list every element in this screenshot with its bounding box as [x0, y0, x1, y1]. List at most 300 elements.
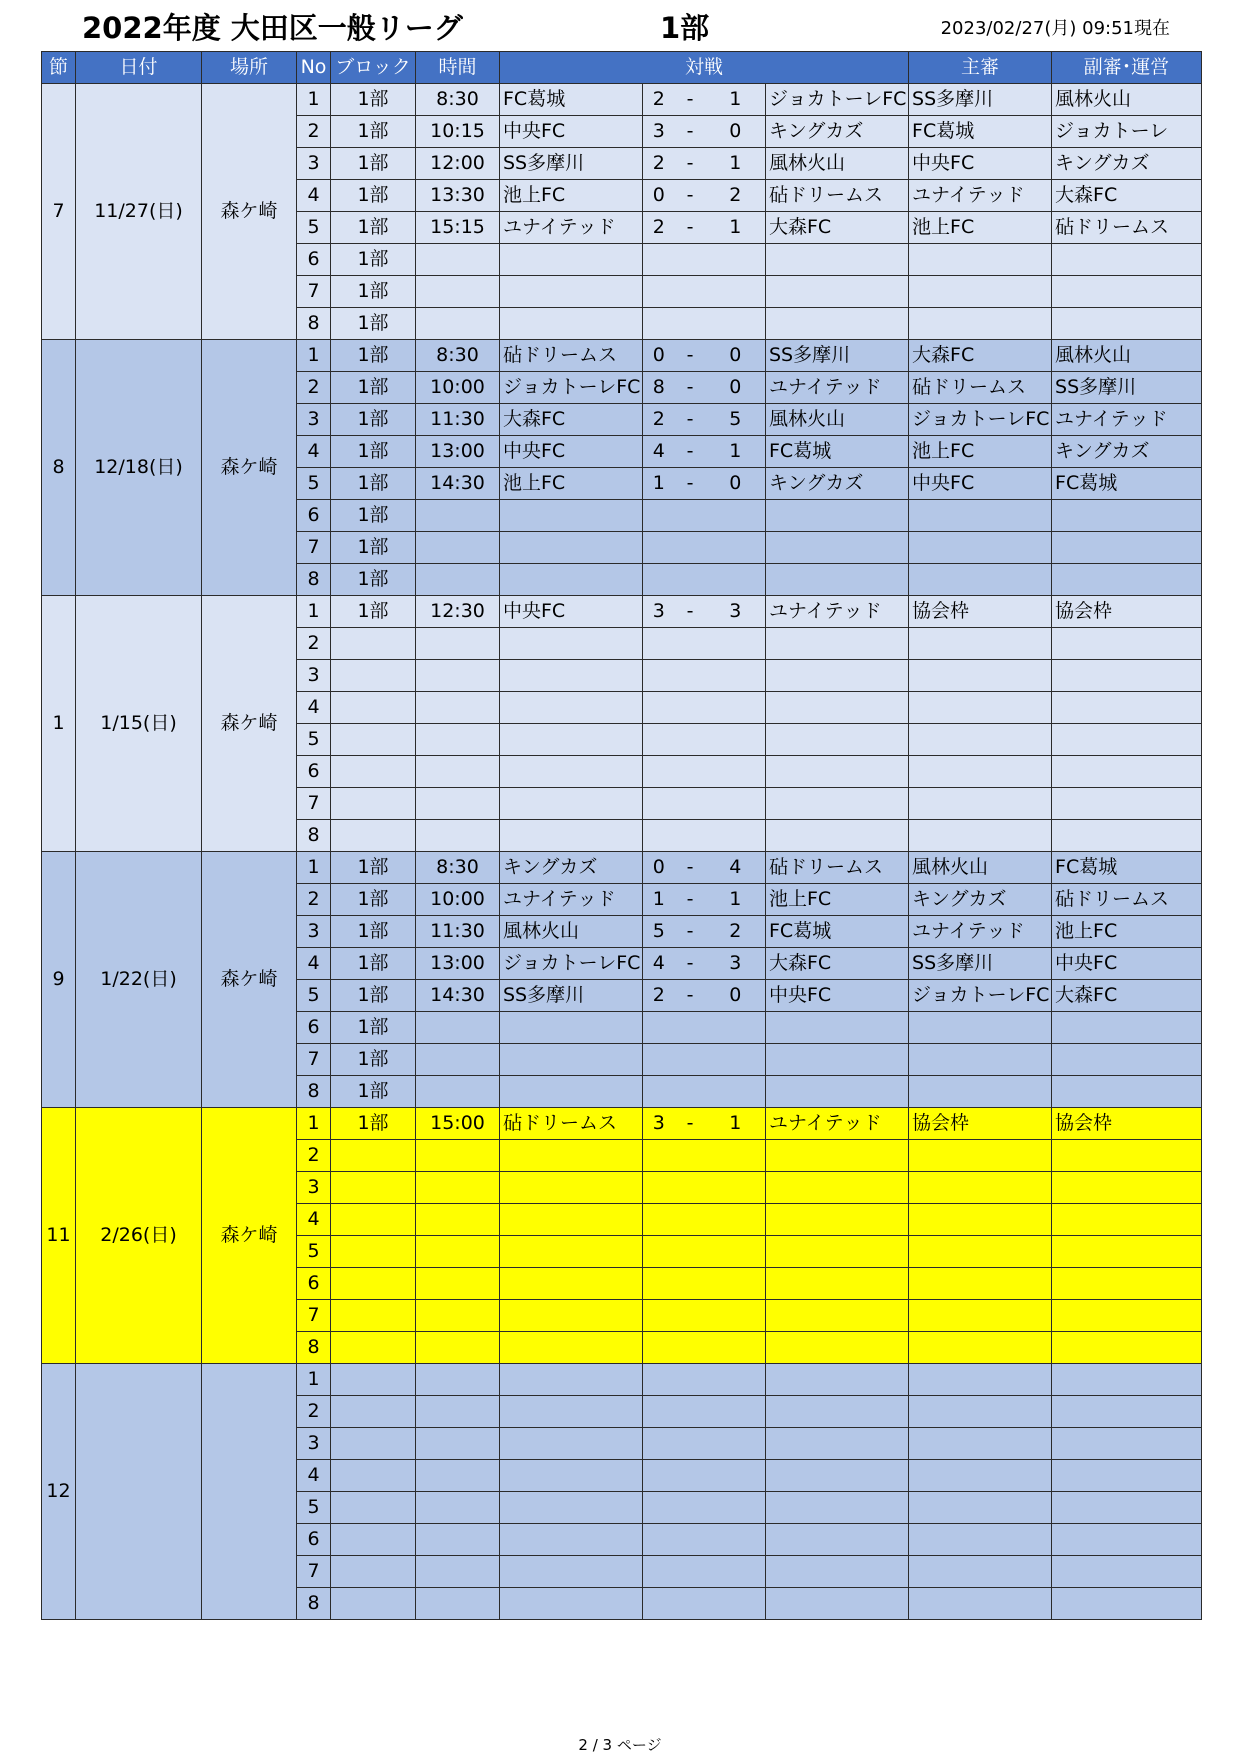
score-dash: - — [675, 180, 706, 212]
match-no: 6 — [297, 1524, 331, 1556]
match-time — [416, 244, 500, 276]
round-venue: 森ケ崎 — [202, 852, 297, 1108]
away-score — [706, 308, 766, 340]
match-time — [416, 564, 500, 596]
round-number: 1 — [42, 596, 76, 852]
away-score — [706, 1460, 766, 1492]
match-block: 1部 — [331, 276, 416, 308]
away-team — [766, 1172, 909, 1204]
match-no: 5 — [297, 980, 331, 1012]
away-score: 1 — [706, 212, 766, 244]
score-dash: - — [675, 916, 706, 948]
home-score — [643, 1204, 675, 1236]
match-block: 1部 — [331, 564, 416, 596]
match-no: 1 — [297, 1108, 331, 1140]
match-block: 1部 — [331, 948, 416, 980]
home-score — [643, 1236, 675, 1268]
away-team — [766, 308, 909, 340]
round-date — [76, 1364, 202, 1620]
score-dash — [675, 820, 706, 852]
home-team: SS多摩川 — [500, 148, 643, 180]
match-no: 8 — [297, 1076, 331, 1108]
away-team: 砧ドリームス — [766, 180, 909, 212]
away-team — [766, 628, 909, 660]
referee — [909, 1428, 1052, 1460]
home-team — [500, 1204, 643, 1236]
home-score — [643, 692, 675, 724]
home-team: 中央FC — [500, 116, 643, 148]
score-dash: - — [675, 404, 706, 436]
score-dash: - — [675, 884, 706, 916]
match-block — [331, 788, 416, 820]
match-time — [416, 276, 500, 308]
score-dash: - — [675, 980, 706, 1012]
match-no: 7 — [297, 532, 331, 564]
match-no: 4 — [297, 692, 331, 724]
assistant-referee — [1052, 692, 1202, 724]
header-row — [42, 52, 1202, 84]
referee — [909, 308, 1052, 340]
assistant-referee: 池上FC — [1052, 916, 1202, 948]
away-score: 1 — [706, 1108, 766, 1140]
table-row — [42, 1108, 1202, 1140]
score-dash: - — [675, 212, 706, 244]
match-time: 13:00 — [416, 436, 500, 468]
match-block — [331, 692, 416, 724]
away-team — [766, 1396, 909, 1428]
away-score — [706, 1236, 766, 1268]
assistant-referee: 大森FC — [1052, 180, 1202, 212]
score-dash — [675, 1268, 706, 1300]
referee — [909, 1044, 1052, 1076]
match-block: 1部 — [331, 884, 416, 916]
match-block: 1部 — [331, 148, 416, 180]
match-no: 5 — [297, 212, 331, 244]
score-dash — [675, 276, 706, 308]
round-venue: 森ケ崎 — [202, 1108, 297, 1364]
match-no: 1 — [297, 340, 331, 372]
referee — [909, 820, 1052, 852]
away-team — [766, 1332, 909, 1364]
home-team — [500, 1556, 643, 1588]
match-time: 15:15 — [416, 212, 500, 244]
assistant-referee: キングカズ — [1052, 148, 1202, 180]
referee: 協会枠 — [909, 596, 1052, 628]
referee: SS多摩川 — [909, 84, 1052, 116]
match-time — [416, 820, 500, 852]
match-block: 1部 — [331, 308, 416, 340]
score-dash — [675, 308, 706, 340]
away-score: 5 — [706, 404, 766, 436]
score-dash — [675, 1300, 706, 1332]
match-time — [416, 1172, 500, 1204]
col-block: ブロック — [331, 52, 416, 84]
match-block — [331, 1396, 416, 1428]
home-team — [500, 1588, 643, 1620]
match-no: 1 — [297, 852, 331, 884]
away-team — [766, 788, 909, 820]
home-score: 1 — [643, 468, 675, 500]
score-dash — [675, 244, 706, 276]
match-no: 3 — [297, 1428, 331, 1460]
assistant-referee — [1052, 1492, 1202, 1524]
away-team — [766, 1044, 909, 1076]
home-score — [643, 756, 675, 788]
home-team: キングカズ — [500, 852, 643, 884]
assistant-referee — [1052, 660, 1202, 692]
home-score: 3 — [643, 1108, 675, 1140]
home-team — [500, 1300, 643, 1332]
page-footer: 2 / 3 ページ — [578, 1736, 662, 1754]
referee — [909, 1460, 1052, 1492]
assistant-referee — [1052, 244, 1202, 276]
referee — [909, 1172, 1052, 1204]
home-score — [643, 1140, 675, 1172]
round-number: 9 — [42, 852, 76, 1108]
match-block — [331, 1524, 416, 1556]
match-time: 10:00 — [416, 372, 500, 404]
away-score: 3 — [706, 948, 766, 980]
match-block: 1部 — [331, 852, 416, 884]
away-team — [766, 276, 909, 308]
away-team: 中央FC — [766, 980, 909, 1012]
home-score — [643, 1396, 675, 1428]
home-team — [500, 1492, 643, 1524]
match-time — [416, 1076, 500, 1108]
home-team: ユナイテッド — [500, 884, 643, 916]
referee — [909, 1556, 1052, 1588]
match-time — [416, 1268, 500, 1300]
away-team — [766, 1236, 909, 1268]
match-block: 1部 — [331, 116, 416, 148]
match-no: 6 — [297, 500, 331, 532]
referee: 協会枠 — [909, 1108, 1052, 1140]
away-score: 0 — [706, 468, 766, 500]
away-team: 風林火山 — [766, 148, 909, 180]
away-team: 大森FC — [766, 212, 909, 244]
score-dash — [675, 1332, 706, 1364]
match-no: 8 — [297, 1332, 331, 1364]
home-team — [500, 244, 643, 276]
assistant-referee: 風林火山 — [1052, 84, 1202, 116]
assistant-referee — [1052, 1140, 1202, 1172]
match-time: 12:30 — [416, 596, 500, 628]
away-team — [766, 1300, 909, 1332]
assistant-referee — [1052, 1332, 1202, 1364]
home-team — [500, 1524, 643, 1556]
match-block: 1部 — [331, 532, 416, 564]
referee — [909, 1140, 1052, 1172]
home-score — [643, 564, 675, 596]
away-score — [706, 1268, 766, 1300]
table-row — [42, 1364, 1202, 1396]
away-score — [706, 1300, 766, 1332]
score-dash — [675, 1044, 706, 1076]
match-block: 1部 — [331, 212, 416, 244]
match-no: 5 — [297, 1492, 331, 1524]
match-block: 1部 — [331, 1012, 416, 1044]
match-block: 1部 — [331, 372, 416, 404]
match-block: 1部 — [331, 1076, 416, 1108]
col-match: 対戦 — [500, 52, 909, 84]
away-score — [706, 692, 766, 724]
match-block — [331, 1428, 416, 1460]
referee — [909, 628, 1052, 660]
referee: 中央FC — [909, 468, 1052, 500]
match-time: 13:00 — [416, 948, 500, 980]
match-time — [416, 532, 500, 564]
home-score — [643, 1588, 675, 1620]
match-time — [416, 1332, 500, 1364]
assistant-referee — [1052, 308, 1202, 340]
home-score: 2 — [643, 980, 675, 1012]
referee: 砧ドリームス — [909, 372, 1052, 404]
home-team — [500, 1044, 643, 1076]
assistant-referee — [1052, 1460, 1202, 1492]
score-dash — [675, 1524, 706, 1556]
away-score — [706, 1044, 766, 1076]
col-referee: 主審 — [909, 52, 1052, 84]
match-block — [331, 628, 416, 660]
away-team — [766, 1140, 909, 1172]
away-team — [766, 756, 909, 788]
away-score — [706, 756, 766, 788]
assistant-referee — [1052, 1268, 1202, 1300]
away-team: キングカズ — [766, 116, 909, 148]
away-team: 池上FC — [766, 884, 909, 916]
score-dash: - — [675, 84, 706, 116]
away-score — [706, 1140, 766, 1172]
away-score: 1 — [706, 84, 766, 116]
home-team: 池上FC — [500, 180, 643, 212]
referee — [909, 1012, 1052, 1044]
home-score — [643, 1492, 675, 1524]
assistant-referee — [1052, 500, 1202, 532]
home-score: 3 — [643, 596, 675, 628]
match-block: 1部 — [331, 404, 416, 436]
home-score — [643, 1076, 675, 1108]
score-dash — [675, 724, 706, 756]
match-no: 8 — [297, 1588, 331, 1620]
away-score — [706, 1364, 766, 1396]
match-no: 3 — [297, 916, 331, 948]
home-score — [643, 724, 675, 756]
match-no: 1 — [297, 1364, 331, 1396]
away-score — [706, 660, 766, 692]
round-number: 7 — [42, 84, 76, 340]
match-block — [331, 660, 416, 692]
match-no: 8 — [297, 308, 331, 340]
home-score: 2 — [643, 212, 675, 244]
round-number: 12 — [42, 1364, 76, 1620]
score-dash: - — [675, 1108, 706, 1140]
assistant-referee: キングカズ — [1052, 436, 1202, 468]
home-score: 2 — [643, 84, 675, 116]
home-team: ユナイテッド — [500, 212, 643, 244]
away-team — [766, 1428, 909, 1460]
match-no: 8 — [297, 820, 331, 852]
home-team — [500, 500, 643, 532]
match-block: 1部 — [331, 916, 416, 948]
match-block — [331, 1172, 416, 1204]
home-score: 2 — [643, 148, 675, 180]
away-score — [706, 1492, 766, 1524]
home-team — [500, 1268, 643, 1300]
match-block — [331, 1140, 416, 1172]
match-no: 6 — [297, 244, 331, 276]
referee: 風林火山 — [909, 852, 1052, 884]
assistant-referee — [1052, 1524, 1202, 1556]
score-dash — [675, 1236, 706, 1268]
home-team: 砧ドリームス — [500, 340, 643, 372]
match-no: 4 — [297, 1204, 331, 1236]
match-block: 1部 — [331, 1044, 416, 1076]
match-time: 11:30 — [416, 916, 500, 948]
match-time: 8:30 — [416, 340, 500, 372]
match-time — [416, 1588, 500, 1620]
round-number: 8 — [42, 340, 76, 596]
referee — [909, 1268, 1052, 1300]
match-block — [331, 1492, 416, 1524]
assistant-referee — [1052, 724, 1202, 756]
match-no: 5 — [297, 724, 331, 756]
home-score — [643, 1044, 675, 1076]
home-score: 1 — [643, 884, 675, 916]
assistant-referee — [1052, 1364, 1202, 1396]
match-time: 11:30 — [416, 404, 500, 436]
score-dash — [675, 788, 706, 820]
referee — [909, 276, 1052, 308]
match-time: 14:30 — [416, 980, 500, 1012]
away-score — [706, 1076, 766, 1108]
assistant-referee — [1052, 532, 1202, 564]
home-score — [643, 276, 675, 308]
match-time — [416, 1364, 500, 1396]
referee — [909, 1524, 1052, 1556]
division-label: 1部 — [660, 11, 710, 45]
home-team — [500, 276, 643, 308]
match-time — [416, 1204, 500, 1236]
home-team: FC葛城 — [500, 84, 643, 116]
score-dash: - — [675, 596, 706, 628]
home-score — [643, 1460, 675, 1492]
score-dash — [675, 1204, 706, 1236]
referee — [909, 1492, 1052, 1524]
home-team — [500, 628, 643, 660]
score-dash — [675, 1012, 706, 1044]
away-team — [766, 660, 909, 692]
score-dash — [675, 1396, 706, 1428]
score-dash — [675, 1588, 706, 1620]
match-no: 8 — [297, 564, 331, 596]
match-no: 2 — [297, 884, 331, 916]
home-score — [643, 1524, 675, 1556]
referee: ジョカトーレFC — [909, 404, 1052, 436]
away-score — [706, 1204, 766, 1236]
score-dash — [675, 692, 706, 724]
referee — [909, 788, 1052, 820]
away-team — [766, 1556, 909, 1588]
home-team — [500, 308, 643, 340]
away-team: FC葛城 — [766, 916, 909, 948]
away-score — [706, 1396, 766, 1428]
match-time: 13:30 — [416, 180, 500, 212]
match-no: 7 — [297, 1556, 331, 1588]
away-team — [766, 1012, 909, 1044]
col-date: 日付 — [76, 52, 202, 84]
match-no: 5 — [297, 468, 331, 500]
away-team — [766, 1460, 909, 1492]
home-score: 0 — [643, 340, 675, 372]
away-score — [706, 1556, 766, 1588]
home-team — [500, 1332, 643, 1364]
home-score — [643, 1364, 675, 1396]
away-score: 1 — [706, 148, 766, 180]
referee: ジョカトーレFC — [909, 980, 1052, 1012]
home-team: 中央FC — [500, 436, 643, 468]
round-number: 11 — [42, 1108, 76, 1364]
assistant-referee — [1052, 1588, 1202, 1620]
assistant-referee — [1052, 1396, 1202, 1428]
referee: FC葛城 — [909, 116, 1052, 148]
match-no: 1 — [297, 596, 331, 628]
home-score: 4 — [643, 436, 675, 468]
match-block — [331, 756, 416, 788]
referee — [909, 1396, 1052, 1428]
away-team — [766, 724, 909, 756]
home-team: ジョカトーレFC — [500, 372, 643, 404]
col-assistant: 副審･運営 — [1052, 52, 1202, 84]
score-dash — [675, 1140, 706, 1172]
round-date: 2/26(日) — [76, 1108, 202, 1364]
col-no: No — [297, 52, 331, 84]
assistant-referee — [1052, 1076, 1202, 1108]
match-time — [416, 1428, 500, 1460]
match-block — [331, 1268, 416, 1300]
home-team — [500, 820, 643, 852]
home-team: SS多摩川 — [500, 980, 643, 1012]
assistant-referee: 砧ドリームス — [1052, 212, 1202, 244]
match-no: 7 — [297, 1300, 331, 1332]
col-time: 時間 — [416, 52, 500, 84]
home-score — [643, 1332, 675, 1364]
away-team: 砧ドリームス — [766, 852, 909, 884]
match-time — [416, 756, 500, 788]
away-score — [706, 1172, 766, 1204]
round-venue: 森ケ崎 — [202, 340, 297, 596]
assistant-referee — [1052, 1172, 1202, 1204]
match-block: 1部 — [331, 596, 416, 628]
home-score — [643, 628, 675, 660]
assistant-referee: 砧ドリームス — [1052, 884, 1202, 916]
away-score — [706, 244, 766, 276]
away-score — [706, 1012, 766, 1044]
col-venue: 場所 — [202, 52, 297, 84]
home-score — [643, 1300, 675, 1332]
assistant-referee — [1052, 1204, 1202, 1236]
home-team: ジョカトーレFC — [500, 948, 643, 980]
match-time — [416, 1524, 500, 1556]
match-block: 1部 — [331, 500, 416, 532]
match-time — [416, 1460, 500, 1492]
away-team — [766, 532, 909, 564]
score-dash — [675, 628, 706, 660]
home-team — [500, 1396, 643, 1428]
match-no: 4 — [297, 1460, 331, 1492]
referee — [909, 1364, 1052, 1396]
match-time: 12:00 — [416, 148, 500, 180]
away-team: SS多摩川 — [766, 340, 909, 372]
